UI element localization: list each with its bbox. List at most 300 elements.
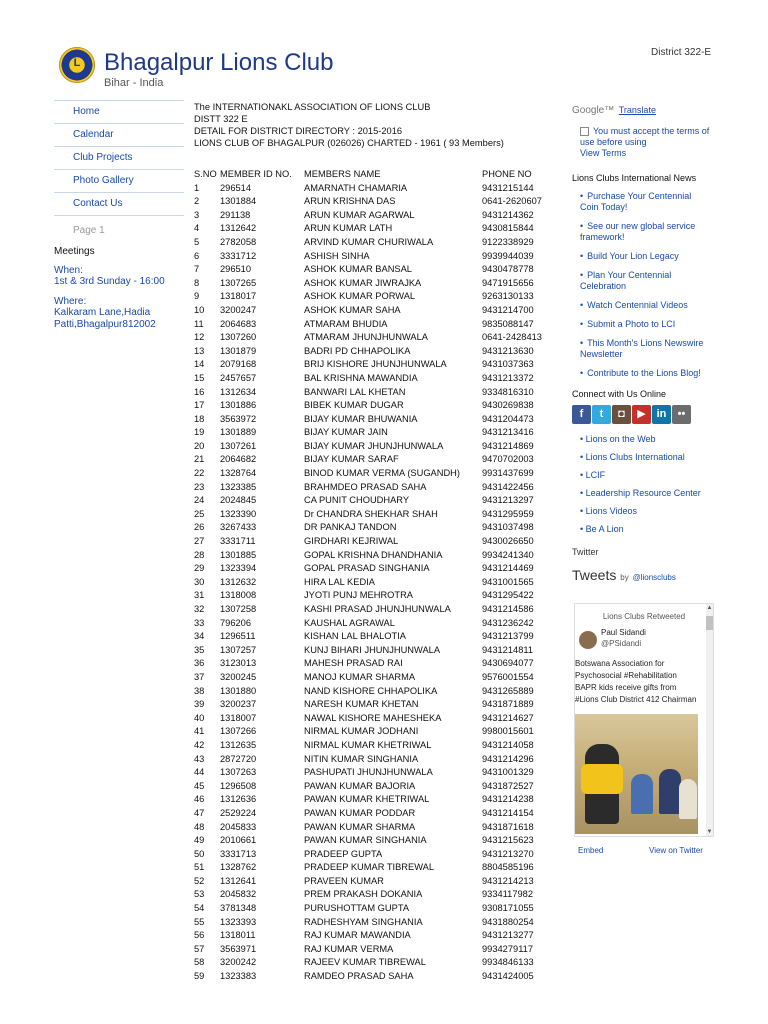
cell-phone: 9431204473 [482, 413, 534, 424]
cell-name: HIRA LAL KEDIA [304, 576, 375, 587]
cell-name: JYOTI PUNJ MEHROTRA [304, 590, 413, 601]
member-table [194, 168, 554, 984]
connect-heading: Connect with Us Online [572, 389, 667, 399]
table-row [194, 399, 554, 413]
cell-phone: 8804585196 [482, 862, 534, 873]
cell-name: PAWAN KUMAR SHARMA [304, 821, 416, 832]
cell-phone: 9980015601 [482, 726, 534, 737]
cell-phone: 9934846133 [482, 957, 534, 968]
table-row [194, 222, 554, 236]
table-row [194, 576, 554, 590]
table-row [194, 413, 554, 427]
cell-sno: 8 [194, 277, 200, 288]
news-item-label: Plan Your Centennial Celebration [580, 270, 672, 291]
cell-name: NAWAL KISHORE MAHESHEKA [304, 712, 442, 723]
cell-sno: 31 [194, 590, 205, 601]
google-logo: Google™ [572, 105, 615, 116]
cell-member-id: 1301885 [220, 549, 257, 560]
table-row [194, 535, 554, 549]
cell-phone: 9431424005 [482, 971, 534, 982]
tweet-text-line: BAPR kids receive gifts from [575, 683, 677, 692]
cell-phone: 9576001554 [482, 671, 534, 682]
cell-name: KUNJ BIHARI JHUNJHUNWALA [304, 644, 441, 655]
table-row [194, 725, 554, 739]
cell-name: ASHISH SINHA [304, 250, 370, 261]
tweet-text-line: Botswana Association for [575, 659, 665, 668]
cell-member-id: 2872720 [220, 753, 257, 764]
cell-phone: 9431214627 [482, 712, 534, 723]
cell-sno: 29 [194, 563, 205, 574]
table-row [194, 739, 554, 753]
table-row [194, 848, 554, 862]
table-row [194, 549, 554, 563]
google-translate [572, 100, 712, 120]
table-row [194, 861, 554, 875]
table-row [194, 182, 554, 196]
twitter-widget[interactable] [574, 603, 714, 837]
cell-sno: 36 [194, 658, 205, 669]
cell-member-id: 1301884 [220, 196, 257, 207]
news-item-label: This Month's Lions Newswire Newsletter [580, 338, 704, 359]
cell-name: ARUN KUMAR AGARWAL [304, 209, 415, 220]
cell-phone: 9431001329 [482, 767, 534, 778]
table-row [194, 372, 554, 386]
cell-phone: 9431214058 [482, 739, 534, 750]
nav-contact-us[interactable]: Contact Us [54, 192, 184, 216]
cell-member-id: 1301889 [220, 427, 257, 438]
news-item-label: Watch Centennial Videos [587, 300, 688, 310]
cell-name: ASHOK KUMAR BANSAL [304, 264, 412, 275]
cell-sno: 45 [194, 780, 205, 791]
site-title[interactable]: Bhagalpur Lions Club [104, 49, 334, 76]
cell-member-id: 1312632 [220, 576, 257, 587]
table-row [194, 766, 554, 780]
table-row [194, 888, 554, 902]
table-row [194, 521, 554, 535]
cell-sno: 51 [194, 862, 205, 873]
cell-sno: 20 [194, 440, 205, 451]
table-header-row [194, 168, 554, 182]
table-row [194, 753, 554, 767]
bullet-icon: • [580, 488, 586, 498]
cell-member-id: 1328764 [220, 468, 257, 479]
bullet-icon: • [580, 270, 584, 280]
cell-member-id: 3200237 [220, 699, 257, 710]
cell-phone: 9470702003 [482, 454, 534, 465]
cell-member-id: 1301879 [220, 345, 257, 356]
cell-phone: 9431213799 [482, 631, 534, 642]
resource-link[interactable] [572, 434, 712, 445]
cell-phone: 9430026650 [482, 536, 534, 547]
translate-terms [572, 126, 712, 148]
table-row [194, 793, 554, 807]
resource-link[interactable] [572, 452, 712, 463]
retweeted-label: Lions Clubs Retweeted [602, 612, 686, 621]
cell-phone: 9431213372 [482, 372, 534, 383]
cell-name: KAUSHAL AGRAWAL [304, 617, 395, 628]
cell-member-id: 3331712 [220, 250, 257, 261]
directory-header-line: DETAIL FOR DISTRICT DIRECTORY : 2015-2016 [194, 126, 403, 136]
photo-person-shirt [581, 764, 623, 794]
linkedin-icon[interactable]: in [652, 405, 671, 424]
nav-calendar[interactable]: Calendar [54, 123, 184, 146]
news-item[interactable] [572, 319, 712, 330]
cell-sno: 57 [194, 943, 205, 954]
cell-member-id: 296510 [220, 264, 252, 275]
directory-header-line: LIONS CLUB OF BHAGALPUR (026026) CHARTED - 1961 ( 93 Members) [194, 138, 504, 148]
terms-text: You must accept the terms of use before using [580, 126, 710, 147]
bullet-icon: • [580, 221, 584, 231]
cell-name: NIRMAL KUMAR JODHANI [304, 726, 419, 737]
cell-phone: 9430815844 [482, 223, 534, 234]
cell-name: BAL KRISHNA MAWANDIA [304, 372, 418, 383]
tweets-heading [572, 567, 712, 583]
bullet-icon: • [580, 319, 584, 329]
cell-name: PREM PRAKASH DOKANIA [304, 889, 423, 900]
cell-name: NARESH KUMAR KHETAN [304, 699, 419, 710]
youtube-icon[interactable]: ▶ [632, 405, 651, 424]
lions-logo[interactable] [59, 47, 95, 83]
cell-member-id: 1312636 [220, 794, 257, 805]
bullet-icon: • [580, 434, 586, 444]
view-terms-link[interactable]: View Terms [580, 148, 627, 158]
cell-phone: 9431214238 [482, 794, 534, 805]
cell-phone: 9431295959 [482, 508, 534, 519]
cell-name: NIRMAL KUMAR KHETRIWAL [304, 739, 432, 750]
cell-name: DR PANKAJ TANDON [304, 522, 397, 533]
directory-header-line: The INTERNATIONAKL ASSOCIATION OF LIONS CLUB [194, 102, 431, 112]
meetings-when-label: When: [54, 265, 83, 276]
cell-member-id: 1312635 [220, 739, 257, 750]
nav-photo-gallery[interactable]: Photo Gallery [54, 169, 184, 192]
cell-sno: 17 [194, 400, 205, 411]
resource-link-label: Leadership Resource Center [585, 488, 701, 498]
cell-sno: 15 [194, 372, 205, 383]
cell-name: PAWAN KUMAR SINGHANIA [304, 835, 427, 846]
meetings-where-line2: Patti,Bhagalpur812002 [54, 319, 156, 330]
cell-name: RADHESHYAM SINGHANIA [304, 916, 423, 927]
resource-link[interactable] [572, 524, 712, 535]
cell-name: ARUN KRISHNA DAS [304, 196, 396, 207]
cell-member-id: 3200242 [220, 957, 257, 968]
table-row [194, 821, 554, 835]
cell-name: BRAHMDEO PRASAD SAHA [304, 481, 427, 492]
cell-sno: 14 [194, 359, 205, 370]
cell-phone: 9431213416 [482, 427, 534, 438]
cell-sno: 33 [194, 617, 205, 628]
translate-link[interactable]: Translate [618, 105, 656, 115]
nav-club-projects[interactable]: Club Projects [54, 146, 184, 169]
news-item[interactable] [572, 300, 712, 311]
cell-sno: 28 [194, 549, 205, 560]
resource-link-label: Be A Lion [585, 524, 624, 534]
scroll-down-icon[interactable]: ▼ [706, 829, 713, 835]
cell-sno: 22 [194, 468, 205, 479]
photo-child [631, 774, 653, 814]
cell-phone: 9431001565 [482, 576, 534, 587]
bullet-icon: • [580, 338, 584, 348]
cell-sno: 3 [194, 209, 200, 220]
cell-member-id: 1323385 [220, 481, 257, 492]
cell-phone: 9431871618 [482, 821, 534, 832]
cell-sno: 24 [194, 495, 205, 506]
cell-phone: 9431214811 [482, 644, 534, 655]
cell-member-id: 1318008 [220, 590, 257, 601]
cell-member-id: 3123013 [220, 658, 257, 669]
tweet-user-name[interactable]: Paul Sidandi [601, 628, 646, 637]
terms-checkbox[interactable] [580, 127, 589, 136]
meetings-where-line1: Kalkaram Lane,Hadia [54, 307, 151, 318]
cell-name: PAWAN KUMAR PODDAR [304, 807, 416, 818]
cell-name: Dr CHANDRA SHEKHAR SHAH [304, 508, 438, 519]
instagram-icon[interactable]: ◘ [612, 405, 631, 424]
table-row [194, 603, 554, 617]
cell-phone: 9431880254 [482, 916, 534, 927]
table-row [194, 345, 554, 359]
news-item[interactable] [572, 221, 712, 243]
news-item[interactable] [572, 251, 712, 262]
table-row [194, 236, 554, 250]
cell-phone: 0641-2620607 [482, 196, 542, 207]
cell-name: CA PUNIT CHOUDHARY [304, 495, 410, 506]
cell-sno: 2 [194, 196, 200, 207]
bullet-icon: • [580, 452, 586, 462]
cell-member-id: 1312634 [220, 386, 257, 397]
cell-phone: 9471915656 [482, 277, 534, 288]
cell-name: BIJAY KUMAR JAIN [304, 427, 388, 438]
cell-phone: 9430269838 [482, 400, 534, 411]
cell-member-id: 1318011 [220, 930, 256, 941]
cell-sno: 9 [194, 291, 200, 302]
table-row [194, 956, 554, 970]
resource-link-label: Lions Videos [585, 506, 638, 516]
news-item-label: Submit a Photo to LCI [587, 319, 676, 329]
directory-header-line: DISTT 322 E [194, 114, 248, 124]
table-row [194, 250, 554, 264]
cell-member-id: 1323394 [220, 563, 257, 574]
column-header-sno: S.NO [194, 169, 217, 179]
widget-scrollbar[interactable] [706, 604, 713, 836]
cell-member-id: 2064682 [220, 454, 257, 465]
cell-phone: 9431213630 [482, 345, 534, 356]
news-item[interactable] [572, 338, 712, 360]
embed-link[interactable]: Embed [578, 846, 604, 855]
cell-name: ASHOK KUMAR SAHA [304, 304, 401, 315]
table-row [194, 630, 554, 644]
facebook-icon[interactable]: f [572, 405, 591, 424]
table-row [194, 358, 554, 372]
cell-sno: 4 [194, 223, 200, 234]
cell-member-id: 2024845 [220, 495, 257, 506]
cell-sno: 47 [194, 807, 205, 818]
cell-phone: 9934241340 [482, 549, 534, 560]
district-label: District 322-E [651, 47, 712, 58]
table-row [194, 671, 554, 685]
cell-name: PRADEEP KUMAR TIBREWAL [304, 862, 435, 873]
cell-member-id: 1296508 [220, 780, 257, 791]
tweet-user-handle[interactable]: @PSidandi [601, 639, 642, 648]
cell-member-id: 3331711 [220, 536, 256, 547]
resource-link[interactable] [572, 470, 712, 481]
cell-name: ATMARAM JHUNJHUNWALA [304, 332, 428, 343]
cell-name: RAJEEV KUMAR TIBREWAL [304, 957, 426, 968]
cell-phone: 9934279117 [482, 943, 534, 954]
column-header-phone: PHONE NO [482, 169, 532, 179]
cell-sno: 11 [194, 318, 204, 329]
cell-name: BADRI PD CHHAPOLIKA [304, 345, 411, 356]
cell-sno: 42 [194, 739, 205, 750]
table-row [194, 562, 554, 576]
cell-member-id: 2045833 [220, 821, 257, 832]
table-row [194, 916, 554, 930]
scroll-up-icon[interactable]: ▲ [706, 605, 713, 611]
cell-sno: 23 [194, 481, 205, 492]
table-row [194, 277, 554, 291]
cell-name: NAND KISHORE CHHAPOLIKA [304, 685, 438, 696]
cell-sno: 56 [194, 930, 205, 941]
cell-phone: 9431214700 [482, 304, 534, 315]
cell-sno: 19 [194, 427, 205, 438]
cell-name: BIJAY KUMAR BHUWANIA [304, 413, 418, 424]
bullet-icon: • [580, 506, 586, 516]
cell-member-id: 796206 [220, 617, 252, 628]
table-row [194, 929, 554, 943]
bullet-icon: • [580, 470, 586, 480]
table-row [194, 318, 554, 332]
cell-phone: 9431213297 [482, 495, 534, 506]
cell-phone: 9334117982 [482, 889, 534, 900]
cell-sno: 25 [194, 508, 205, 519]
table-row [194, 426, 554, 440]
bullet-icon: • [580, 524, 586, 534]
bullet-icon: • [580, 251, 584, 261]
cell-member-id: 1318017 [220, 291, 257, 302]
cell-phone: 9122338929 [482, 236, 534, 247]
cell-sno: 37 [194, 671, 205, 682]
cell-sno: 5 [194, 236, 200, 247]
table-row [194, 290, 554, 304]
twitter-icon[interactable]: t [592, 405, 611, 424]
resource-link-label: LCIF [585, 470, 606, 480]
cell-phone: 9431214213 [482, 875, 534, 886]
cell-sno: 21 [194, 454, 205, 465]
bullet-icon: • [580, 368, 584, 378]
news-item[interactable] [572, 191, 712, 213]
tweet-text [575, 658, 703, 706]
cell-member-id: 1323393 [220, 916, 257, 927]
cell-name: ASHOK KUMAR JIWRAJKA [304, 277, 422, 288]
cell-member-id: 1307261 [220, 440, 257, 451]
scroll-thumb[interactable] [706, 616, 713, 630]
resource-link-label: Lions on the Web [585, 434, 656, 444]
photo-child [659, 769, 681, 814]
cell-name: ARUN KUMAR LATH [304, 223, 393, 234]
table-row [194, 508, 554, 522]
cell-phone: 9308171055 [482, 903, 534, 914]
resource-link[interactable] [572, 506, 712, 517]
cell-member-id: 291138 [220, 209, 251, 220]
news-list [572, 191, 712, 379]
tweets-handle-link[interactable]: @lionsclubs [632, 573, 676, 582]
bullet-icon: • [580, 191, 584, 201]
cell-member-id: 3781348 [220, 903, 257, 914]
cell-name: MANOJ KUMAR SHARMA [304, 671, 416, 682]
directory-header [194, 101, 554, 149]
table-row [194, 494, 554, 508]
cell-name: ARVIND KUMAR CHURIWALA [304, 236, 434, 247]
cell-phone: 9431214362 [482, 209, 534, 220]
table-row [194, 453, 554, 467]
resource-link[interactable] [572, 488, 712, 499]
avatar[interactable] [579, 631, 597, 649]
cell-member-id: 1296511 [220, 631, 256, 642]
cell-name: PASHUPATI JHUNJHUNWALA [304, 767, 433, 778]
cell-name: RAJ KUMAR MAWANDIA [304, 930, 411, 941]
cell-phone: 9430694077 [482, 658, 534, 669]
cell-name: GIRDHARI KEJRIWAL [304, 536, 399, 547]
cell-sno: 7 [194, 264, 200, 275]
cell-name: PAWAN KUMAR KHETRIWAL [304, 794, 430, 805]
news-item[interactable] [572, 270, 712, 292]
table-row [194, 440, 554, 454]
nav-home[interactable]: Home [54, 100, 184, 123]
cell-sno: 16 [194, 386, 205, 397]
cell-member-id: 3200245 [220, 671, 257, 682]
cell-member-id: 2782058 [220, 236, 257, 247]
cell-sno: 26 [194, 522, 205, 533]
cell-member-id: 1307265 [220, 277, 257, 288]
cell-member-id: 3331713 [220, 848, 257, 859]
meetings-where-label: Where: [54, 296, 87, 307]
cell-name: RAJ KUMAR VERMA [304, 943, 394, 954]
table-row [194, 970, 554, 984]
cell-member-id: 2010661 [220, 835, 257, 846]
cell-member-id: 1323383 [220, 971, 257, 982]
table-row [194, 807, 554, 821]
cell-member-id: 1318007 [220, 712, 257, 723]
cell-name: BIJAY KUMAR JHUNJHUNWALA [304, 440, 444, 451]
news-item-label: See our new global service framework! [580, 221, 696, 242]
cell-sno: 58 [194, 957, 205, 968]
tweet-photo[interactable] [575, 714, 698, 834]
cell-name: KASHI PRASAD JHUNJHUNWALA [304, 604, 451, 614]
cell-member-id: 1312642 [220, 223, 257, 234]
news-item[interactable] [572, 368, 712, 379]
cell-sno: 32 [194, 604, 205, 614]
cell-sno: 34 [194, 631, 205, 642]
cell-phone: 9431265889 [482, 685, 534, 696]
cell-phone: 9430478778 [482, 264, 534, 275]
cell-sno: 49 [194, 835, 205, 846]
cell-phone: 9431214869 [482, 440, 534, 451]
cell-name: NITIN KUMAR SINGHANIA [304, 753, 419, 764]
cell-member-id: 1307263 [220, 767, 257, 778]
cell-phone: 9431213270 [482, 848, 534, 859]
flickr-icon[interactable]: •• [672, 405, 691, 424]
cell-phone: 9431215144 [482, 182, 534, 193]
table-row [194, 304, 554, 318]
site-subtitle: Bihar - India [104, 77, 164, 89]
cell-sno: 35 [194, 644, 205, 655]
meetings-when-value: 1st & 3rd Sunday - 16:00 [54, 276, 165, 287]
view-on-twitter-link[interactable]: View on Twitter [649, 846, 703, 855]
cell-name: BANWARI LAL KHETAN [304, 386, 406, 397]
column-header-member-id: MEMBER ID NO. [220, 169, 292, 179]
cell-name: BRIJ KISHORE JHUNJHUNWALA [304, 359, 447, 370]
table-row [194, 698, 554, 712]
cell-member-id: 1301886 [220, 400, 257, 411]
table-row [194, 386, 554, 400]
